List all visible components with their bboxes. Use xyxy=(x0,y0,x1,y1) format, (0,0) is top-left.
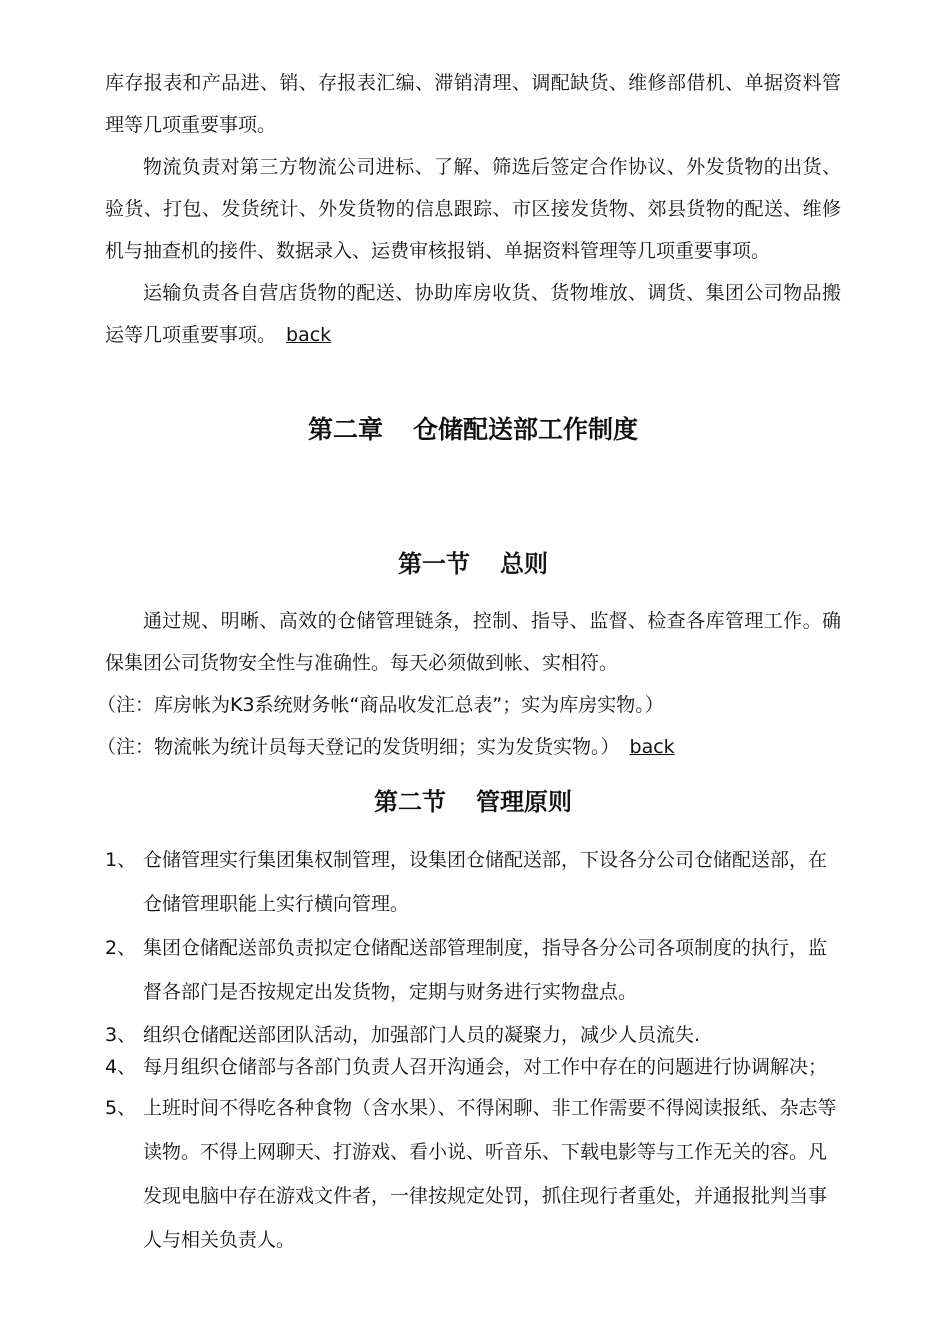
list-item xyxy=(105,838,841,926)
list-item xyxy=(105,1086,841,1262)
list-item-number: 3、 xyxy=(105,1024,137,1046)
rules-list xyxy=(105,838,841,1262)
chapter-heading xyxy=(105,408,841,452)
back-link-2[interactable]: back xyxy=(629,736,675,758)
list-item xyxy=(105,1022,841,1048)
list-item-text: 组织仓储配送部团队活动，加强部门人员的凝聚力，减少人员流失. xyxy=(143,1024,701,1046)
intro-paragraph-1: 库存报表和产品进、销、存报表汇编、滞销清理、调配缺货、维修部借机、单据资料管理等几项重要事项。 xyxy=(105,72,841,136)
section-1-note-2-text: （注：物流帐为统计员每天登记的发货明细；实为发货实物。） xyxy=(97,736,620,758)
list-item-number: 2、 xyxy=(105,937,137,959)
list-item-text: 仓储管理实行集团集权制管理，设集团仓储配送部，下设各分公司仓储配送部，在仓储管理职能上实行横向管理。 xyxy=(143,849,828,915)
chapter-number: 第二章 xyxy=(307,415,383,444)
list-item-number: 5、 xyxy=(105,1097,137,1119)
list-item-number: 4、 xyxy=(105,1056,137,1078)
section-2-number: 第二节 xyxy=(374,788,446,816)
section-1-body: 通过规、明晰、高效的仓储管理链条，控制、指导、监督、检查各库管理工作。确保集团公司货物安全性与准确性。每天必须做到帐、实相符。 xyxy=(105,610,841,674)
intro-paragraph-2: 物流负责对第三方物流公司进标、了解、筛选后签定合作协议、外发货物的出货、验货、打包、发货统计、外发货物的信息跟踪、市区接发货物、郊县货物的配送、维修机与抽查机的接件、数据录入、运费审核报销、单据资料管理等几项重要事项。 xyxy=(105,156,841,262)
section-2-title: 管理原则 xyxy=(476,788,572,816)
document-page xyxy=(97,62,841,1262)
intro-paragraph-3 xyxy=(105,272,841,356)
list-item xyxy=(105,926,841,1014)
section-1-note-2 xyxy=(97,726,841,768)
list-item-text: 每月组织仓储部与各部门负责人召开沟通会，对工作中存在的问题进行协调解决； xyxy=(143,1056,828,1078)
section-2-heading xyxy=(105,780,841,824)
list-item xyxy=(105,1054,841,1080)
back-link-1[interactable]: back xyxy=(286,324,332,346)
section-1-note-1: （注：库房帐为K3系统财务帐“商品收发汇总表”；实为库房实物。） xyxy=(97,694,664,716)
section-1-number: 第一节 xyxy=(398,550,470,578)
list-item-text: 上班时间不得吃各种食物（含水果）、不得闲聊、非工作需要不得阅读报纸、杂志等读物。不得上网聊天、打游戏、看小说、听音乐、下载电影等与工作无关的容。凡发现电脑中存在游戏文件者，一律按规定处罚，抓住现行者重处，并通报批判当事人与相关负责人。 xyxy=(143,1097,837,1251)
section-1-title: 总则 xyxy=(500,550,548,578)
intro-paragraph-3-text: 运输负责各自营店货物的配送、协助库房收货、货物堆放、调货、集团公司物品搬运等几项重要事项。 xyxy=(105,282,841,346)
chapter-title: 仓储配送部工作制度 xyxy=(413,415,639,444)
list-item-number: 1、 xyxy=(105,849,137,871)
section-1-heading xyxy=(105,542,841,586)
list-item-text: 集团仓储配送部负责拟定仓储配送部管理制度，指导各分公司各项制度的执行，监督各部门是否按规定出发货物，定期与财务进行实物盘点。 xyxy=(143,937,828,1003)
